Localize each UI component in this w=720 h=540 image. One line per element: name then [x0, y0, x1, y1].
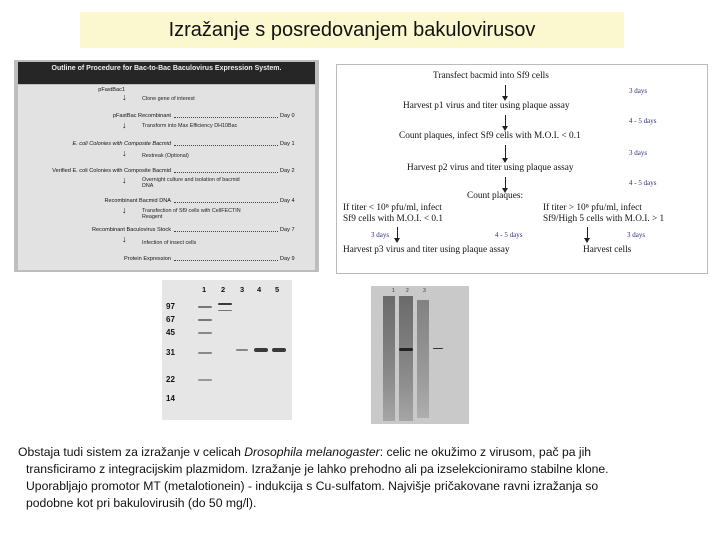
- flow-step: Count plaques:: [467, 191, 524, 201]
- flow-duration: 3 days: [371, 231, 390, 239]
- outline-step-label: Recombinant Bacmid DNA: [104, 198, 171, 204]
- protein-band: [218, 303, 232, 305]
- flow-step: Harvest p1 virus and titer using plaque assay: [403, 101, 570, 111]
- dotted-leader: [174, 117, 278, 118]
- outline-note: Infection of insect cells: [142, 240, 197, 246]
- virus-amplification-figure: [336, 64, 708, 274]
- lane-smear: [417, 300, 429, 418]
- outline-day: Day 2: [280, 168, 295, 174]
- outline-day: Day 4: [280, 198, 295, 204]
- species-name: Drosophila melanogaster: [244, 445, 380, 459]
- outline-day: Day 0: [280, 113, 295, 119]
- lane-number: 4: [257, 285, 262, 294]
- flow-step: Harvest cells: [583, 245, 632, 255]
- down-arrow-icon: ↓: [122, 234, 127, 244]
- down-arrow-icon: [505, 145, 506, 159]
- outline-note: Overnight culture and isolation of bacmid DNA: [142, 177, 240, 189]
- dotted-leader: [174, 145, 278, 146]
- dotted-leader: [174, 172, 278, 173]
- sds-page-gel: [162, 280, 292, 420]
- lane-number: 1: [202, 285, 207, 294]
- dotted-leader: [174, 202, 278, 203]
- outline-step-label: Verified E. coli Colonies with Composite Bacmid: [52, 168, 171, 174]
- mw-marker: 67: [166, 315, 175, 324]
- flow-duration: 3 days: [627, 231, 646, 239]
- down-arrow-icon: ↓: [122, 175, 127, 185]
- flow-step: Sf9 cells with M.O.I. < 0.1: [343, 214, 444, 224]
- lane-number: 2: [221, 285, 226, 294]
- outline-note: Transform into Max Efficiency DH10Bac: [142, 123, 238, 129]
- mw-marker: 22: [166, 375, 175, 384]
- lane-number: 3: [240, 285, 245, 294]
- outline-step-label: Recombinant Baculovirus Stock: [92, 227, 171, 233]
- caption-line: transficiramo z integracijskim plazmidom. Izražanje je lahko prehodno ali pa izselekcioniramo stabilne klone.: [26, 462, 609, 476]
- caption-text: : celic ne okužimo z virusom, pač pa jih: [379, 445, 592, 459]
- down-arrow-icon: ↓: [122, 92, 127, 102]
- outline-day: Day 7: [280, 227, 295, 233]
- marker-band: [198, 379, 212, 381]
- outline-note: Transfection of Sf9 cells with CellFECTIN Reagent: [142, 208, 241, 220]
- mw-marker: 97: [166, 302, 175, 311]
- caption: [14, 444, 704, 512]
- down-arrow-icon: [505, 85, 506, 97]
- outline-note: Clone gene of interest: [142, 96, 195, 102]
- down-arrow-icon: [397, 227, 398, 239]
- caption-text: Obstaja tudi sistem za izražanje v celicah: [18, 445, 245, 459]
- flow-duration: 4 - 5 days: [629, 117, 657, 125]
- outline-step-label: pFastBac Recombinant: [112, 113, 171, 119]
- page-title: Izražanje s posredovanjem bakulovirusov: [168, 18, 536, 41]
- down-arrow-icon: ↓: [122, 148, 127, 158]
- outline-step-label: Protein Expression: [124, 256, 171, 262]
- protein-band: [272, 348, 286, 352]
- down-arrow-icon: [587, 227, 588, 239]
- outline-body: [18, 85, 315, 270]
- protein-band: [236, 349, 248, 351]
- lane-smear: [399, 296, 413, 421]
- title-box: [80, 12, 624, 48]
- marker-band: [198, 319, 212, 321]
- marker-band: [198, 306, 212, 308]
- lane-number: 5: [275, 285, 280, 294]
- protein-band: [218, 310, 232, 311]
- down-arrow-icon: [505, 177, 506, 189]
- flow-step: Harvest p3 virus and titer using plaque assay: [343, 245, 510, 255]
- marker-band: [198, 352, 212, 354]
- down-arrow-icon: ↓: [122, 205, 127, 215]
- caption-line: Uporabljajo promotor MT (metalotionein) - indukcija s Cu-sulfatom. Najvišje pričakovane ravni izražanja so: [26, 479, 599, 493]
- flow-step: Transfect bacmid into Sf9 cells: [433, 71, 549, 81]
- caption-line: podobne kot pri bakulovirusih (do 50 mg/l).: [26, 496, 257, 510]
- dotted-leader: [174, 231, 278, 232]
- outline-day: Day 9: [280, 256, 295, 262]
- protein-band: [254, 348, 268, 352]
- flow-step: Sf9/High 5 cells with M.O.I. > 1: [543, 214, 665, 224]
- flow-step: If titer > 10⁸ pfu/ml, infect: [543, 203, 642, 213]
- lane-number: 3: [423, 288, 426, 294]
- protein-band: [399, 348, 413, 351]
- lane-number: 1: [392, 288, 395, 294]
- marker-band: [198, 332, 212, 334]
- expression-gel: [371, 286, 469, 424]
- lane-smear: [383, 296, 395, 421]
- dotted-leader: [174, 260, 278, 261]
- flow-step: Harvest p2 virus and titer using plaque assay: [407, 163, 574, 173]
- flow-step: If titer < 10⁸ pfu/ml, infect: [343, 203, 442, 213]
- outline-step-label: pFastBac1: [98, 87, 125, 93]
- mw-marker: 14: [166, 394, 175, 403]
- flow-duration: 4 - 5 days: [629, 179, 657, 187]
- outline-day: Day 1: [280, 141, 295, 147]
- flow-step: Count plaques, infect Sf9 cells with M.O.I. < 0.1: [399, 131, 581, 141]
- outline-step-label: E. coli Colonies with Composite Bacmid: [72, 141, 171, 147]
- outline-note: Restreak (Optional): [142, 153, 189, 159]
- band-arrow: [433, 348, 443, 349]
- flow-duration: 3 days: [629, 149, 648, 157]
- mw-marker: 31: [166, 348, 175, 357]
- lane-number: 2: [406, 288, 409, 294]
- down-arrow-icon: [505, 115, 506, 127]
- caption-line: [14, 444, 704, 461]
- mw-marker: 45: [166, 328, 175, 337]
- down-arrow-icon: ↓: [122, 120, 127, 130]
- flow-duration: 4 - 5 days: [495, 231, 523, 239]
- outline-header: Outline of Procedure for Bac-to-Bac Baculovirus Expression System.: [18, 62, 315, 84]
- flow-duration: 3 days: [629, 87, 648, 95]
- bac-to-bac-outline-figure: [14, 60, 319, 272]
